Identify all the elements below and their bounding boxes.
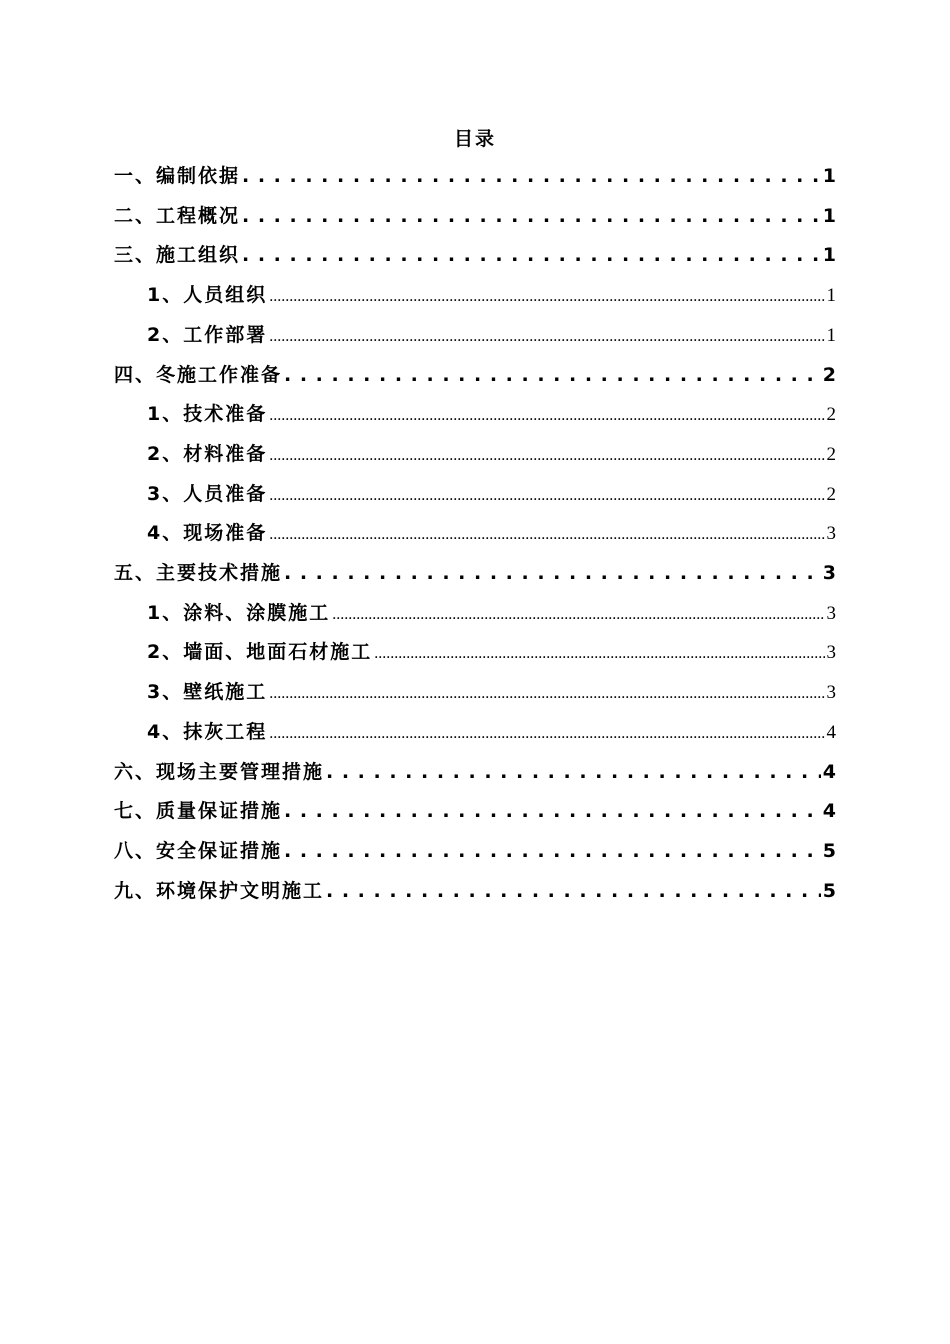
toc-page-number: 1	[826, 324, 836, 346]
toc-page-number: 3	[826, 523, 836, 545]
toc-entry[interactable]	[147, 515, 836, 551]
toc-entry[interactable]	[114, 237, 836, 273]
toc-page-number: 1	[826, 285, 836, 307]
toc-entry-label: 四、冬施工作准备	[114, 363, 283, 386]
toc-dot-leader	[269, 674, 824, 712]
toc-entry[interactable]	[114, 158, 836, 194]
toc-dot-leader	[284, 555, 821, 591]
toc-page-number: 3	[826, 682, 836, 704]
toc-entry-label: 三、施工组织	[114, 244, 241, 267]
toc-title: 目录	[453, 128, 496, 150]
toc-entry-label: 七、质量保证措施	[114, 800, 283, 823]
toc-entry-label: 2、工作部署	[147, 323, 268, 346]
toc-dot-leader	[284, 833, 821, 869]
toc-entry-label: 九、环境保护文明施工	[114, 879, 325, 902]
toc-entry-label: 3、壁纸施工	[147, 681, 268, 704]
toc-page-number: 4	[826, 721, 836, 743]
toc-entry[interactable]	[147, 317, 836, 353]
toc-dot-leader	[269, 277, 824, 315]
toc-entry[interactable]	[114, 833, 836, 869]
toc-dot-leader	[326, 873, 821, 909]
toc-entry[interactable]	[147, 396, 836, 432]
toc-dot-leader	[269, 714, 824, 752]
toc-entry-label: 4、抹灰工程	[147, 720, 268, 743]
toc-dot-leader	[269, 476, 824, 514]
toc-entry-label: 2、材料准备	[147, 442, 268, 465]
toc-entry[interactable]	[114, 357, 836, 393]
toc-entry-label: 3、人员准备	[147, 482, 268, 505]
toc-dot-leader	[269, 396, 824, 434]
toc-page-number: 1	[822, 204, 836, 227]
toc-page-number: 1	[822, 165, 836, 187]
toc-dot-leader	[374, 634, 824, 672]
toc-entry-label: 1、涂料、涂膜施工	[147, 601, 331, 624]
toc-dot-leader	[269, 317, 824, 355]
toc-entry-label: 五、主要技术措施	[114, 562, 283, 584]
toc-dot-leader	[242, 198, 821, 234]
toc-entry[interactable]	[114, 754, 836, 790]
toc-dot-leader	[284, 357, 821, 393]
toc-page-number: 2	[826, 483, 836, 505]
toc-entry-label: 一、编制依据	[114, 165, 241, 187]
toc-dot-leader	[332, 595, 824, 633]
toc-entry[interactable]	[147, 436, 836, 472]
toc-page-number: 4	[822, 800, 836, 823]
toc-page-number: 4	[822, 760, 836, 783]
toc-entry[interactable]	[114, 793, 836, 829]
toc-page-number: 3	[822, 562, 836, 584]
toc-page-number: 3	[826, 602, 836, 624]
toc-page-number: 2	[822, 363, 836, 386]
toc-entry[interactable]	[147, 714, 836, 750]
toc-entry-label: 4、现场准备	[147, 522, 268, 545]
toc-entry-label: 八、安全保证措施	[114, 839, 283, 862]
toc-entry-label: 2、墙面、地面石材施工	[147, 641, 373, 664]
toc-entry[interactable]	[147, 634, 836, 670]
toc-page-number: 5	[822, 839, 836, 862]
toc-page-number: 2	[826, 404, 836, 426]
toc-page-number: 5	[822, 879, 836, 902]
toc-entry-label: 六、现场主要管理措施	[114, 760, 325, 783]
toc-page-number: 1	[822, 244, 836, 267]
toc-entry[interactable]	[114, 198, 836, 234]
toc-dot-leader	[242, 237, 821, 273]
toc-dot-leader	[242, 158, 821, 194]
toc-entry-label: 1、技术准备	[147, 403, 268, 426]
toc-entry[interactable]	[147, 277, 836, 313]
toc-page-number: 3	[826, 642, 836, 664]
toc-entry[interactable]	[114, 873, 836, 909]
toc-entry-label: 1、人员组织	[147, 284, 268, 307]
toc-page-number: 2	[826, 443, 836, 465]
toc-entry[interactable]	[147, 674, 836, 710]
toc-dot-leader	[284, 793, 821, 829]
toc-dot-leader	[269, 515, 824, 553]
toc-entry[interactable]	[147, 476, 836, 512]
toc-entry[interactable]	[147, 595, 836, 631]
toc-dot-leader	[269, 436, 824, 474]
toc-entry-label: 二、工程概况	[114, 204, 241, 227]
toc-dot-leader	[326, 754, 821, 790]
toc-entry[interactable]	[114, 555, 836, 591]
